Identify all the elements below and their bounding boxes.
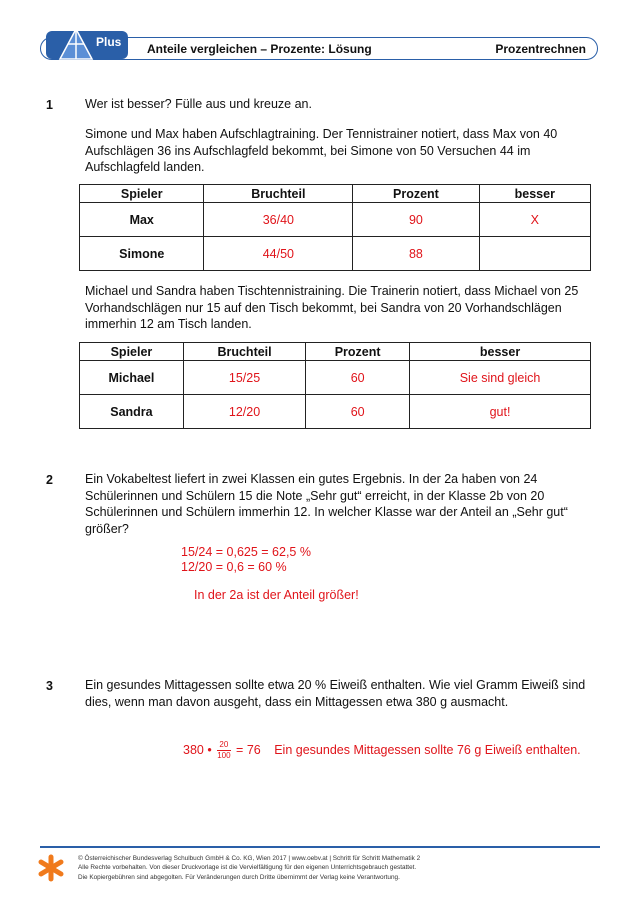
table-header: Bruchteil xyxy=(183,343,305,361)
fraction xyxy=(217,740,230,761)
task-2-answer: In der 2a ist der Anteil größer! xyxy=(194,588,359,602)
better-cell[interactable]: Sie sind gleich xyxy=(410,361,591,395)
better-cell[interactable]: X xyxy=(479,203,590,237)
player-name: Simone xyxy=(80,237,204,271)
percent-cell[interactable]: 60 xyxy=(306,361,410,395)
table-header: Spieler xyxy=(80,343,184,361)
footer-line-2: Alle Rechte vorbehalten. Von dieser Druckvorlage ist die Vervielfältigung für den eigenen Unterrichtsgebrauch gestattet. xyxy=(78,864,417,872)
table-b xyxy=(79,342,591,429)
percent-cell[interactable]: 60 xyxy=(306,395,410,429)
table-header: besser xyxy=(479,185,590,203)
table-row xyxy=(80,395,591,429)
publisher-star-icon xyxy=(37,854,65,882)
better-cell[interactable] xyxy=(479,237,590,271)
subject-label: Prozentrechnen xyxy=(495,42,586,56)
task-1-number: 1 xyxy=(46,98,53,112)
task-1-text-a: Simone und Max haben Aufschlagtraining. Der Tennistrainer notiert, dass Max von 40 Aufschlägen 36 ins Aufschlagfeld bekommt, bei Simone von 50 Versuchen 44 im Aufschlagfeld landen. xyxy=(85,127,558,174)
table-row xyxy=(80,203,591,237)
task-2-calc-2: 12/20 = 0,6 = 60 % xyxy=(181,560,287,574)
table-header: Prozent xyxy=(353,185,479,203)
fraction-denominator: 100 xyxy=(217,751,231,760)
task-3-number: 3 xyxy=(46,679,53,693)
page-title: Anteile vergleichen – Prozente: Lösung xyxy=(147,42,372,56)
fraction-cell[interactable]: 36/40 xyxy=(204,203,353,237)
footer-line-1: © Österreichischer Bundesverlag Schulbuch GmbH & Co. KG, Wien 2017 | www.oebv.at | Schritt für Schritt Mathematik 2 xyxy=(78,855,421,862)
task-2-number: 2 xyxy=(46,473,53,487)
table-header: Prozent xyxy=(306,343,410,361)
table-header: Spieler xyxy=(80,185,204,203)
better-cell[interactable]: gut! xyxy=(410,395,591,429)
footer-divider xyxy=(40,846,600,848)
task-3-answer: Ein gesundes Mittagessen sollte 76 g Eiweiß enthalten. xyxy=(274,742,581,757)
table-row xyxy=(80,361,591,395)
task-3-calc xyxy=(183,740,581,761)
footer-line-3: Die Kopiergebühren sind abgegolten. Für Veränderungen durch Dritte übernimmt der Verlag keine Verantwortung. xyxy=(78,873,400,881)
player-name: Sandra xyxy=(80,395,184,429)
table-header: Bruchteil xyxy=(204,185,353,203)
task-3-text: Ein gesundes Mittagessen sollte etwa 20 % Eiweiß enthalten. Wie viel Gramm Eiweiß sind dies, wenn man davon ausgeht, dass ein Mittagessen etwa 380 g ausmacht. xyxy=(85,678,586,709)
calc-right: = 76 xyxy=(236,742,261,757)
player-name: Max xyxy=(80,203,204,237)
fraction-cell[interactable]: 12/20 xyxy=(183,395,305,429)
percent-cell[interactable]: 90 xyxy=(353,203,479,237)
task-2-text: Ein Vokabeltest liefert in zwei Klassen ein gutes Ergebnis. In der 2a haben von 24 Schülerinnen und Schülern 15 die Note „Sehr gut“ erreicht, in der Klasse 2b von 20 Schülerinnen und Schülern immerhin 12. In welcher Klasse war der Anteil an „Sehr gut“ größer? xyxy=(85,472,568,536)
table-a xyxy=(79,184,591,271)
calc-left: 380 • xyxy=(183,742,212,757)
table-header: besser xyxy=(410,343,591,361)
fraction-numerator: 20 xyxy=(217,740,230,751)
table-row xyxy=(80,237,591,271)
percent-cell[interactable]: 88 xyxy=(353,237,479,271)
logo-text: Plus xyxy=(96,35,122,49)
player-name: Michael xyxy=(80,361,184,395)
fraction-cell[interactable]: 44/50 xyxy=(204,237,353,271)
task-1-text-b: Michael und Sandra haben Tischtennistraining. Die Trainerin notiert, dass Michael von 25 Vorhandschlägen nur 15 auf den Tisch bekommt, bei Sandra von 20 Vorhandschlägen immerhin 12 am Tisch landen. xyxy=(85,284,579,331)
task-2-calc-1: 15/24 = 0,625 = 62,5 % xyxy=(181,545,311,559)
fraction-cell[interactable]: 15/25 xyxy=(183,361,305,395)
task-1-instruction: Wer ist besser? Fülle aus und kreuze an. xyxy=(85,97,312,111)
footer-text xyxy=(78,854,598,882)
